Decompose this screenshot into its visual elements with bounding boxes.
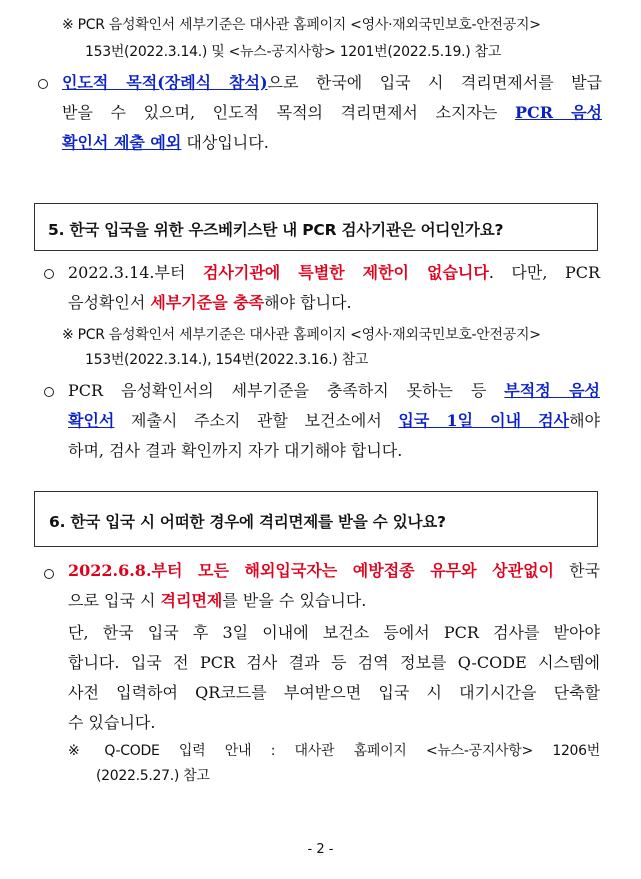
page-number: - 2 - [307,842,334,857]
note-text: ※ Q-CODE 입력 안내 : 대사관 홈페이지 <뉴스-공지사항> 1206번 [68,743,600,759]
paragraph: 단, 한국 입국 후 3일 이내에 보건소 등에서 PCR 검사를 받아야 합니다. 입국 전 PCR 검사 결과 등 검역 정보를 Q-CODE 시스템에 사전 입력하여 QR코드를 부여받으면 입국 시 대기시간을 단축할 수 있습니다. [68,623,600,732]
note-text: 153번(2022.3.14.) 및 <뉴스-공지사항> 1201번(2022.5.19.) 참고 [85,44,501,60]
note-text: (2022.5.27.) 참고 [96,768,210,784]
paragraph: PCR 음성확인서의 세부기준을 충족하지 못하는 등 부적정 음성 확인서 제출시 주소지 관할 보건소에서 입국 1일 이내 검사해야 하며, 검사 결과 확인까지 자가 대기해야 합니다. [68,381,600,460]
bullet-circle-icon [44,269,54,279]
bullet-circle-icon [44,387,54,397]
note-text: ※ PCR 음성확인서 세부기준은 대사관 홈페이지 <영사·재외국민보호-안전공지> [62,17,541,33]
paragraph: 2022.6.8.부터 모든 해외입국자는 예방접종 유무와 상관없이 한국 으로 입국 시 격리면제를 받을 수 있습니다. [68,561,601,610]
paragraph: 인도적 목적(장례식 참석)으로 한국에 입국 시 격리면제서를 발급 받을 수 있으며, 인도적 목적의 격리면제서 소지자는 PCR 음성 확인서 제출 예외 대상입니다. [62,73,603,152]
bullet-circle-icon [44,569,54,579]
paragraph: 2022.3.14.부터 검사기관에 특별한 제한이 없습니다. 다만, PCR 음성확인서 세부기준을 충족해야 합니다. [68,263,600,312]
question-title: 5. 한국 입국을 위한 우즈베키스탄 내 PCR 검사기관은 어디인가요? [48,221,504,239]
note-text: 153번(2022.3.14.), 154번(2022.3.16.) 참고 [85,352,369,368]
bullet-circle-icon [38,79,48,89]
question-box [34,203,598,251]
question-box [34,491,598,547]
question-title: 6. 한국 입국 시 어떠한 경우에 격리면제를 받을 수 있나요? [49,513,446,531]
note-text: ※ PCR 음성확인서 세부기준은 대사관 홈페이지 <영사·재외국민보호-안전공지> [62,327,541,343]
